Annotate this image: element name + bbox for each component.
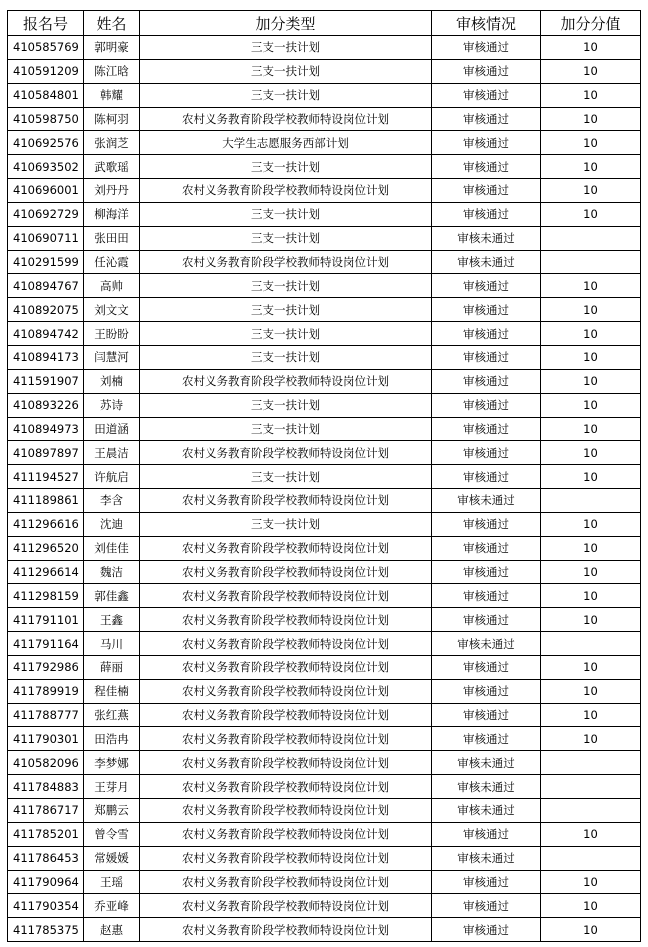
bonus-points-cell: 10 xyxy=(541,274,641,298)
name-cell: 韩耀 xyxy=(84,83,140,107)
table-row xyxy=(8,894,641,918)
table-row xyxy=(8,727,641,751)
registration-no-cell: 411296616 xyxy=(8,512,84,536)
name-cell: 魏洁 xyxy=(84,560,140,584)
table-row xyxy=(8,59,641,83)
registration-no-cell: 410692729 xyxy=(8,202,84,226)
name-cell: 薛丽 xyxy=(84,655,140,679)
table-row xyxy=(8,799,641,823)
table-row xyxy=(8,226,641,250)
table-row xyxy=(8,655,641,679)
table-row xyxy=(8,131,641,155)
review-status-cell: 审核通过 xyxy=(432,918,541,942)
name-cell: 武歌瑶 xyxy=(84,155,140,179)
review-status-cell: 审核通过 xyxy=(432,584,541,608)
table-row xyxy=(8,298,641,322)
registration-no-cell: 410892075 xyxy=(8,298,84,322)
registration-no-cell: 411591907 xyxy=(8,369,84,393)
name-cell: 王瑶 xyxy=(84,870,140,894)
bonus-type-cell: 农村义务教育阶段学校教师特设岗位计划 xyxy=(140,632,432,656)
review-status-cell: 审核通过 xyxy=(432,107,541,131)
bonus-points-cell xyxy=(541,799,641,823)
review-status-cell: 审核未通过 xyxy=(432,632,541,656)
table-header xyxy=(8,11,641,36)
registration-no-cell: 410591209 xyxy=(8,59,84,83)
review-status-cell: 审核通过 xyxy=(432,608,541,632)
bonus-points-cell xyxy=(541,751,641,775)
bonus-points-cell: 10 xyxy=(541,179,641,203)
bonus-type-cell: 三支一扶计划 xyxy=(140,465,432,489)
header-row xyxy=(8,11,641,36)
bonus-points-cell: 10 xyxy=(541,894,641,918)
bonus-type-cell: 农村义务教育阶段学校教师特设岗位计划 xyxy=(140,679,432,703)
registration-no-cell: 410897897 xyxy=(8,441,84,465)
review-status-cell: 审核通过 xyxy=(432,83,541,107)
bonus-points-cell: 10 xyxy=(541,560,641,584)
name-cell: 张田田 xyxy=(84,226,140,250)
registration-no-cell: 410582096 xyxy=(8,751,84,775)
name-cell: 陈江晗 xyxy=(84,59,140,83)
name-cell: 刘佳佳 xyxy=(84,536,140,560)
review-status-cell: 审核通过 xyxy=(432,822,541,846)
name-cell: 张润芝 xyxy=(84,131,140,155)
bonus-type-cell: 三支一扶计划 xyxy=(140,59,432,83)
table-row xyxy=(8,369,641,393)
bonus-points-cell: 10 xyxy=(541,345,641,369)
review-status-cell: 审核通过 xyxy=(432,703,541,727)
bonus-points-cell: 10 xyxy=(541,536,641,560)
header-registration-no: 报名号 xyxy=(8,11,84,36)
review-status-cell: 审核通过 xyxy=(432,727,541,751)
review-status-cell: 审核通过 xyxy=(432,512,541,536)
table-row xyxy=(8,345,641,369)
registration-no-cell: 410690711 xyxy=(8,226,84,250)
registration-no-cell: 411189861 xyxy=(8,489,84,513)
review-status-cell: 审核通过 xyxy=(432,679,541,703)
review-status-cell: 审核通过 xyxy=(432,560,541,584)
registration-no-cell: 411791101 xyxy=(8,608,84,632)
bonus-points-table xyxy=(7,10,641,942)
name-cell: 闫慧河 xyxy=(84,345,140,369)
table-body xyxy=(8,36,641,942)
table-row xyxy=(8,584,641,608)
header-bonus-points: 加分分值 xyxy=(541,11,641,36)
table-row xyxy=(8,560,641,584)
registration-no-cell: 411296520 xyxy=(8,536,84,560)
table-row xyxy=(8,36,641,60)
registration-no-cell: 411785375 xyxy=(8,918,84,942)
bonus-type-cell: 农村义务教育阶段学校教师特设岗位计划 xyxy=(140,250,432,274)
name-cell: 常媛媛 xyxy=(84,846,140,870)
table-row xyxy=(8,512,641,536)
registration-no-cell: 410894742 xyxy=(8,322,84,346)
name-cell: 郑鹏云 xyxy=(84,799,140,823)
table-row xyxy=(8,632,641,656)
name-cell: 许航启 xyxy=(84,465,140,489)
name-cell: 郭佳鑫 xyxy=(84,584,140,608)
bonus-points-cell: 10 xyxy=(541,36,641,60)
name-cell: 王晨洁 xyxy=(84,441,140,465)
table-row xyxy=(8,274,641,298)
name-cell: 赵惠 xyxy=(84,918,140,942)
bonus-points-cell: 10 xyxy=(541,417,641,441)
table-row xyxy=(8,441,641,465)
review-status-cell: 审核未通过 xyxy=(432,846,541,870)
registration-no-cell: 411791164 xyxy=(8,632,84,656)
name-cell: 柳海洋 xyxy=(84,202,140,226)
bonus-points-cell: 10 xyxy=(541,131,641,155)
name-cell: 田道涵 xyxy=(84,417,140,441)
review-status-cell: 审核通过 xyxy=(432,393,541,417)
name-cell: 程佳楠 xyxy=(84,679,140,703)
header-bonus-type: 加分类型 xyxy=(140,11,432,36)
bonus-points-cell: 10 xyxy=(541,441,641,465)
registration-no-cell: 410598750 xyxy=(8,107,84,131)
name-cell: 田浩冉 xyxy=(84,727,140,751)
review-status-cell: 审核通过 xyxy=(432,155,541,179)
table-row xyxy=(8,870,641,894)
name-cell: 刘文文 xyxy=(84,298,140,322)
name-cell: 马川 xyxy=(84,632,140,656)
header-name: 姓名 xyxy=(84,11,140,36)
table-row xyxy=(8,179,641,203)
registration-no-cell: 411298159 xyxy=(8,584,84,608)
bonus-points-cell: 10 xyxy=(541,727,641,751)
bonus-type-cell: 农村义务教育阶段学校教师特设岗位计划 xyxy=(140,703,432,727)
bonus-type-cell: 农村义务教育阶段学校教师特设岗位计划 xyxy=(140,441,432,465)
name-cell: 任沁霞 xyxy=(84,250,140,274)
table-row xyxy=(8,465,641,489)
bonus-type-cell: 农村义务教育阶段学校教师特设岗位计划 xyxy=(140,727,432,751)
registration-no-cell: 410696001 xyxy=(8,179,84,203)
bonus-points-cell: 10 xyxy=(541,584,641,608)
registration-no-cell: 410894767 xyxy=(8,274,84,298)
bonus-points-cell xyxy=(541,632,641,656)
bonus-points-cell: 10 xyxy=(541,608,641,632)
registration-no-cell: 411194527 xyxy=(8,465,84,489)
bonus-points-cell: 10 xyxy=(541,59,641,83)
registration-no-cell: 410692576 xyxy=(8,131,84,155)
name-cell: 李含 xyxy=(84,489,140,513)
review-status-cell: 审核通过 xyxy=(432,655,541,679)
registration-no-cell: 410693502 xyxy=(8,155,84,179)
review-status-cell: 审核未通过 xyxy=(432,751,541,775)
registration-no-cell: 411792986 xyxy=(8,655,84,679)
bonus-type-cell: 三支一扶计划 xyxy=(140,393,432,417)
registration-no-cell: 411786453 xyxy=(8,846,84,870)
bonus-type-cell: 三支一扶计划 xyxy=(140,226,432,250)
bonus-points-cell: 10 xyxy=(541,155,641,179)
table-row xyxy=(8,393,641,417)
table-row xyxy=(8,107,641,131)
review-status-cell: 审核通过 xyxy=(432,536,541,560)
name-cell: 刘丹丹 xyxy=(84,179,140,203)
registration-no-cell: 411786717 xyxy=(8,799,84,823)
name-cell: 刘楠 xyxy=(84,369,140,393)
review-status-cell: 审核通过 xyxy=(432,298,541,322)
table-row xyxy=(8,417,641,441)
review-status-cell: 审核通过 xyxy=(432,274,541,298)
review-status-cell: 审核通过 xyxy=(432,202,541,226)
review-status-cell: 审核未通过 xyxy=(432,226,541,250)
bonus-points-cell: 10 xyxy=(541,83,641,107)
bonus-points-cell xyxy=(541,489,641,513)
registration-no-cell: 410584801 xyxy=(8,83,84,107)
bonus-type-cell: 三支一扶计划 xyxy=(140,155,432,179)
bonus-type-cell: 农村义务教育阶段学校教师特设岗位计划 xyxy=(140,584,432,608)
table-row xyxy=(8,751,641,775)
review-status-cell: 审核未通过 xyxy=(432,489,541,513)
table-row xyxy=(8,536,641,560)
table-row xyxy=(8,846,641,870)
table-row xyxy=(8,679,641,703)
registration-no-cell: 410585769 xyxy=(8,36,84,60)
bonus-type-cell: 农村义务教育阶段学校教师特设岗位计划 xyxy=(140,775,432,799)
review-status-cell: 审核通过 xyxy=(432,322,541,346)
bonus-points-cell: 10 xyxy=(541,393,641,417)
review-status-cell: 审核未通过 xyxy=(432,799,541,823)
registration-no-cell: 411784883 xyxy=(8,775,84,799)
bonus-points-cell: 10 xyxy=(541,465,641,489)
table-row xyxy=(8,775,641,799)
table-row xyxy=(8,202,641,226)
bonus-type-cell: 农村义务教育阶段学校教师特设岗位计划 xyxy=(140,799,432,823)
registration-no-cell: 411790301 xyxy=(8,727,84,751)
name-cell: 王芽月 xyxy=(84,775,140,799)
bonus-points-cell: 10 xyxy=(541,107,641,131)
review-status-cell: 审核通过 xyxy=(432,870,541,894)
bonus-type-cell: 三支一扶计划 xyxy=(140,274,432,298)
bonus-type-cell: 农村义务教育阶段学校教师特设岗位计划 xyxy=(140,918,432,942)
bonus-type-cell: 三支一扶计划 xyxy=(140,202,432,226)
bonus-type-cell: 农村义务教育阶段学校教师特设岗位计划 xyxy=(140,822,432,846)
registration-no-cell: 411296614 xyxy=(8,560,84,584)
bonus-points-cell xyxy=(541,226,641,250)
review-status-cell: 审核通过 xyxy=(432,441,541,465)
review-status-cell: 审核通过 xyxy=(432,179,541,203)
name-cell: 王盼盼 xyxy=(84,322,140,346)
registration-no-cell: 410893226 xyxy=(8,393,84,417)
bonus-type-cell: 三支一扶计划 xyxy=(140,36,432,60)
bonus-type-cell: 三支一扶计划 xyxy=(140,83,432,107)
bonus-points-cell: 10 xyxy=(541,703,641,727)
bonus-type-cell: 三支一扶计划 xyxy=(140,298,432,322)
bonus-type-cell: 大学生志愿服务西部计划 xyxy=(140,131,432,155)
review-status-cell: 审核通过 xyxy=(432,36,541,60)
bonus-type-cell: 农村义务教育阶段学校教师特设岗位计划 xyxy=(140,894,432,918)
review-status-cell: 审核通过 xyxy=(432,894,541,918)
name-cell: 曾令雪 xyxy=(84,822,140,846)
bonus-points-cell: 10 xyxy=(541,322,641,346)
table-row xyxy=(8,322,641,346)
table-row xyxy=(8,608,641,632)
review-status-cell: 审核通过 xyxy=(432,345,541,369)
bonus-type-cell: 农村义务教育阶段学校教师特设岗位计划 xyxy=(140,489,432,513)
bonus-points-cell: 10 xyxy=(541,202,641,226)
bonus-type-cell: 农村义务教育阶段学校教师特设岗位计划 xyxy=(140,179,432,203)
bonus-type-cell: 三支一扶计划 xyxy=(140,345,432,369)
bonus-points-cell xyxy=(541,846,641,870)
review-status-cell: 审核通过 xyxy=(432,465,541,489)
registration-no-cell: 411788777 xyxy=(8,703,84,727)
registration-no-cell: 411790964 xyxy=(8,870,84,894)
bonus-type-cell: 农村义务教育阶段学校教师特设岗位计划 xyxy=(140,655,432,679)
bonus-type-cell: 农村义务教育阶段学校教师特设岗位计划 xyxy=(140,369,432,393)
name-cell: 沈迪 xyxy=(84,512,140,536)
bonus-points-cell: 10 xyxy=(541,679,641,703)
bonus-points-cell: 10 xyxy=(541,512,641,536)
registration-no-cell: 411790354 xyxy=(8,894,84,918)
bonus-points-cell: 10 xyxy=(541,822,641,846)
name-cell: 郭明豪 xyxy=(84,36,140,60)
name-cell: 高帅 xyxy=(84,274,140,298)
table-row xyxy=(8,489,641,513)
bonus-type-cell: 农村义务教育阶段学校教师特设岗位计划 xyxy=(140,846,432,870)
bonus-type-cell: 三支一扶计划 xyxy=(140,322,432,346)
name-cell: 王鑫 xyxy=(84,608,140,632)
bonus-type-cell: 农村义务教育阶段学校教师特设岗位计划 xyxy=(140,870,432,894)
table-row xyxy=(8,918,641,942)
bonus-points-cell: 10 xyxy=(541,870,641,894)
bonus-type-cell: 农村义务教育阶段学校教师特设岗位计划 xyxy=(140,560,432,584)
review-status-cell: 审核通过 xyxy=(432,417,541,441)
table-row xyxy=(8,155,641,179)
name-cell: 陈柯羽 xyxy=(84,107,140,131)
table-row xyxy=(8,822,641,846)
bonus-type-cell: 农村义务教育阶段学校教师特设岗位计划 xyxy=(140,107,432,131)
name-cell: 李梦娜 xyxy=(84,751,140,775)
registration-no-cell: 411785201 xyxy=(8,822,84,846)
bonus-points-cell xyxy=(541,250,641,274)
name-cell: 苏诗 xyxy=(84,393,140,417)
bonus-points-cell: 10 xyxy=(541,369,641,393)
review-status-cell: 审核通过 xyxy=(432,131,541,155)
bonus-points-cell: 10 xyxy=(541,655,641,679)
bonus-type-cell: 农村义务教育阶段学校教师特设岗位计划 xyxy=(140,608,432,632)
bonus-type-cell: 农村义务教育阶段学校教师特设岗位计划 xyxy=(140,536,432,560)
table-row xyxy=(8,250,641,274)
bonus-points-cell: 10 xyxy=(541,918,641,942)
bonus-type-cell: 三支一扶计划 xyxy=(140,512,432,536)
bonus-type-cell: 农村义务教育阶段学校教师特设岗位计划 xyxy=(140,751,432,775)
table-row xyxy=(8,83,641,107)
bonus-type-cell: 三支一扶计划 xyxy=(140,417,432,441)
registration-no-cell: 410894973 xyxy=(8,417,84,441)
registration-no-cell: 411789919 xyxy=(8,679,84,703)
name-cell: 张红燕 xyxy=(84,703,140,727)
registration-no-cell: 410291599 xyxy=(8,250,84,274)
name-cell: 乔亚峰 xyxy=(84,894,140,918)
header-review-status: 审核情况 xyxy=(432,11,541,36)
bonus-points-cell xyxy=(541,775,641,799)
table-row xyxy=(8,703,641,727)
review-status-cell: 审核未通过 xyxy=(432,775,541,799)
review-status-cell: 审核未通过 xyxy=(432,250,541,274)
bonus-points-cell: 10 xyxy=(541,298,641,322)
review-status-cell: 审核通过 xyxy=(432,59,541,83)
registration-no-cell: 410894173 xyxy=(8,345,84,369)
review-status-cell: 审核通过 xyxy=(432,369,541,393)
